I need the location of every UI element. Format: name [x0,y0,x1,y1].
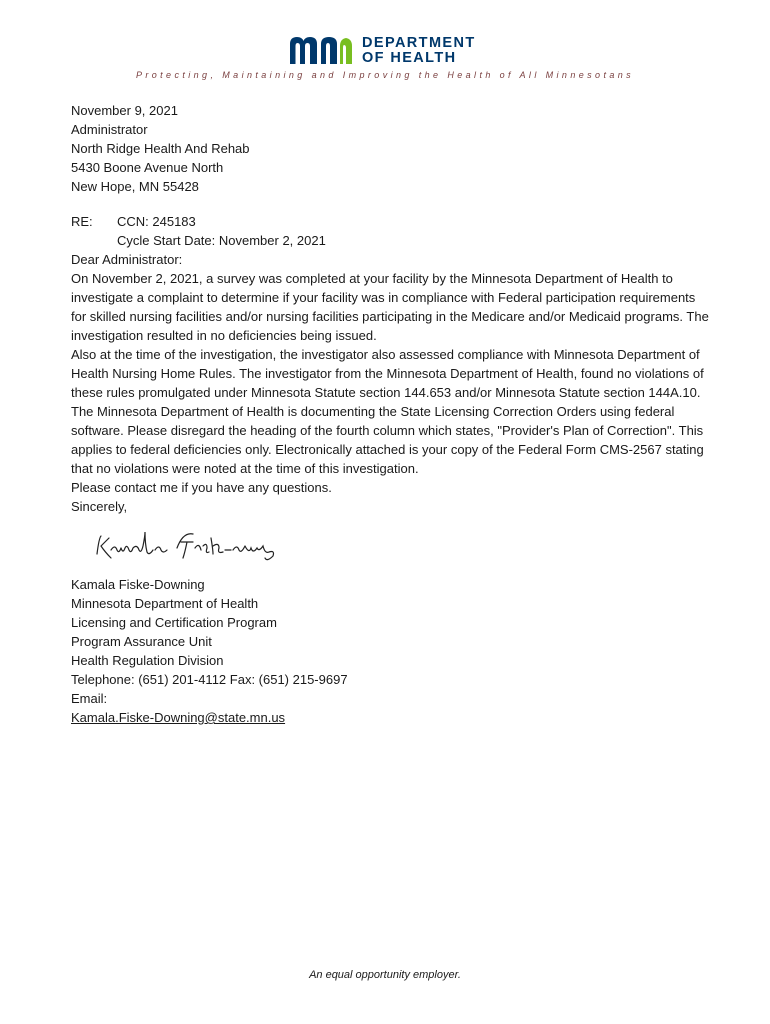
handwritten-signature [89,524,279,568]
footer-eoe: An equal opportunity employer. [309,969,461,981]
paragraph-state-rules: Also at the time of the investigation, the investigator also assessed compliance with Minnesota Department of Health Nursing Home Rules. The investigator from the Minnesota Department of Health, found no violations of these rules promulgated under Minnesota Statute section 144.653 and/or Minnesota Statute section 144A.10. [71,347,704,400]
re-block [71,212,711,250]
letter-body [71,101,711,727]
email-link[interactable]: Kamala.Fiske-Downing@state.mn.us [71,710,286,725]
address-line: New Hope, MN 55428 [71,179,199,194]
letter-date: November 9, 2021 [71,103,178,118]
tagline: Protecting, Maintaining and Improving the Health of All Minnesotans [135,70,635,80]
mn-logo-icon [288,34,354,66]
letterhead [0,30,770,90]
re-lines [117,212,326,250]
contact-line: Please contact me if you have any questions. [71,480,332,495]
paragraph-federal-software: The Minnesota Department of Health is documenting the State Licensing Correction Orders using federal software. Please disregard the heading of the fourth column which states, "Provider's Plan of Correction". This applies to federal deficiencies only. Electronically attached is your copy of the Federal Form CMS-2567 stating that no violations were noted at the time of this investigation. [71,404,704,476]
recipient-address [71,120,711,196]
paragraph-survey: On November 2, 2021, a survey was completed at your facility by the Minnesota Department of Health to investigate a complaint to determine if your facility was in compliance with Federal participation requirements for skilled nursing facilities and/or nursing facilities participating in the Medicare and/or Medicaid programs. The investigation resulted in no deficiencies being issued. [71,271,709,343]
re-label: RE: [71,214,93,229]
address-line: Administrator [71,122,148,137]
salutation: Dear Administrator: [71,252,183,267]
signature-block [71,575,711,727]
ccn-line: CCN: 245183 [117,214,196,229]
signer-program: Licensing and Certification Program [71,615,277,630]
signer-unit: Program Assurance Unit [71,634,212,649]
signer-email-line [71,689,711,727]
signer-name: Kamala Fiske-Downing [71,577,205,592]
signer-phone: Telephone: (651) 201-4112 Fax: (651) 215-9697 [71,672,348,687]
signer-org: Minnesota Department of Health [71,596,259,611]
cycle-start-line: Cycle Start Date: November 2, 2021 [117,233,326,248]
dept-line2: OF HEALTH [362,50,457,66]
mdh-logo [288,34,488,68]
dept-line1: DEPARTMENT [362,35,476,51]
address-line: North Ridge Health And Rehab [71,141,250,156]
email-prefix: Email: [71,691,108,706]
signer-division: Health Regulation Division [71,653,224,668]
address-line: 5430 Boone Avenue North [71,160,224,175]
closing: Sincerely, [71,499,128,514]
department-of-health-wordmark [362,36,476,66]
